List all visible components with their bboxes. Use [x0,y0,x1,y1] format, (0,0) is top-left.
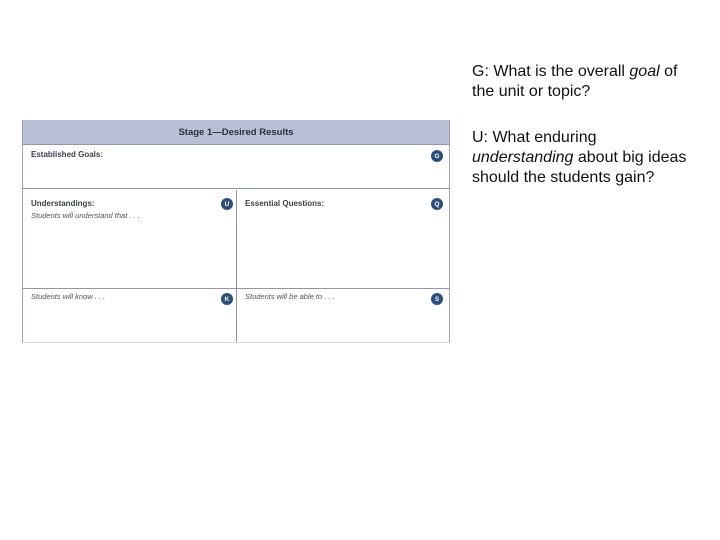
goal-note [472,62,702,102]
stage1-template [22,120,450,343]
divider-vertical-top [236,190,237,288]
essential-questions-label: Essential Questions: [245,199,325,208]
goal-badge-icon: G [431,150,443,162]
students-will-be-able: Students will be able to . . . [245,292,335,301]
divider-goals [23,188,449,189]
notes-panel [472,62,702,214]
goal-note-suffix: of the unit or topic? [472,63,678,100]
skill-badge-icon: S [431,293,443,305]
goal-note-italic: goal [629,63,660,80]
understanding-note-prefix: U: What enduring [472,129,597,146]
question-badge-icon: Q [431,198,443,210]
template-title: Stage 1—Desired Results [23,120,449,145]
understanding-note-suffix: about big ideas should the students gain? [472,149,687,186]
established-goals-label: Established Goals: [31,150,104,159]
understanding-note-italic: understanding [472,149,574,166]
understanding-badge-icon: U [221,198,233,210]
understandings-label: Understandings: [31,199,95,208]
understandings-subtext: Students will understand that . . . [31,211,140,220]
understanding-note [472,128,702,188]
students-will-know: Students will know . . . [31,292,106,301]
knowledge-badge-icon: K [221,293,233,305]
divider-vertical-bottom [236,289,237,342]
goal-note-prefix: G: What is the overall [472,63,630,80]
